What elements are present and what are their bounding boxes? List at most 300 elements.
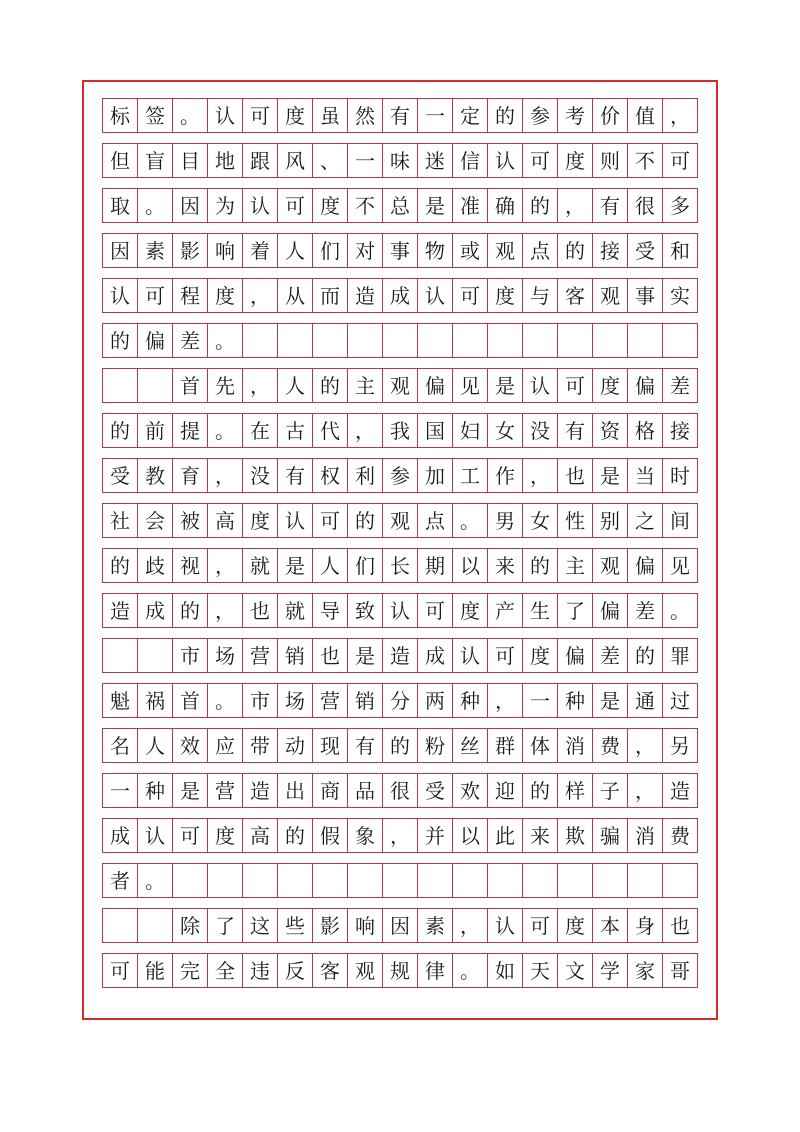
- grid-cell: 值: [628, 99, 663, 132]
- grid-cell: 会: [138, 504, 173, 537]
- grid-cell: 的: [523, 774, 558, 807]
- grid-cell: 的: [103, 549, 138, 582]
- grid-cell: 有: [383, 99, 418, 132]
- grid-cell: 的: [313, 369, 348, 402]
- grid-cell: 场: [278, 684, 313, 717]
- grid-cell: 骗: [593, 819, 628, 852]
- grid-cell: 费: [593, 729, 628, 762]
- grid-cell: 人: [313, 549, 348, 582]
- grid-cell: 、: [313, 144, 348, 177]
- grid-cell: [138, 369, 173, 402]
- grid-cell: 偏: [593, 594, 628, 627]
- grid-cell: 反: [278, 954, 313, 987]
- grid-cell: 差: [628, 594, 663, 627]
- grid-cell: 成: [138, 594, 173, 627]
- grid-cell: 人: [278, 369, 313, 402]
- grid-cell: 先: [208, 369, 243, 402]
- grid-cell: [348, 324, 383, 357]
- grid-cell: 可: [488, 639, 523, 672]
- grid-cell: 律: [418, 954, 453, 987]
- grid-cell: ，: [208, 594, 243, 627]
- grid-cell: 动: [278, 729, 313, 762]
- grid-cell: 有: [558, 414, 593, 447]
- grid-cell: 能: [138, 954, 173, 987]
- grid-cell: ，: [383, 819, 418, 852]
- grid-cell: 消: [628, 819, 663, 852]
- grid-cell: 差: [663, 369, 698, 402]
- grid-cell: 度: [558, 909, 593, 942]
- grid-cell: [173, 864, 208, 897]
- grid-cell: 可: [103, 954, 138, 987]
- grid-cell: 造: [383, 639, 418, 672]
- grid-row: [102, 503, 698, 538]
- grid-cell: 天: [523, 954, 558, 987]
- grid-cell: 观: [593, 279, 628, 312]
- grid-cell: 代: [313, 414, 348, 447]
- grid-cell: 违: [243, 954, 278, 987]
- grid-cell: 导: [313, 594, 348, 627]
- grid-cell: 偏: [628, 369, 663, 402]
- grid-cell: 带: [243, 729, 278, 762]
- grid-cell: [418, 324, 453, 357]
- grid-cell: 价: [593, 99, 628, 132]
- grid-cell: 多: [663, 189, 698, 222]
- grid-row: [102, 98, 698, 133]
- grid-cell: 的: [103, 414, 138, 447]
- grid-cell: 可: [558, 369, 593, 402]
- grid-cell: 也: [558, 459, 593, 492]
- grid-cell: 歧: [138, 549, 173, 582]
- grid-cell: 应: [208, 729, 243, 762]
- grid-cell: 观: [593, 549, 628, 582]
- grid-cell: 点: [418, 504, 453, 537]
- grid-cell: 效: [173, 729, 208, 762]
- grid-cell: 营: [208, 774, 243, 807]
- grid-row: [102, 278, 698, 313]
- grid-cell: [663, 324, 698, 357]
- grid-cell: 认: [138, 819, 173, 852]
- grid-cell: 家: [628, 954, 663, 987]
- grid-cell: 祸: [138, 684, 173, 717]
- grid-cell: 来: [523, 819, 558, 852]
- grid-cell: 可: [243, 99, 278, 132]
- grid-cell: 签: [138, 99, 173, 132]
- grid-cell: 。: [453, 504, 488, 537]
- grid-cell: 是: [593, 459, 628, 492]
- grid-cell: 因: [173, 189, 208, 222]
- grid-cell: 本: [593, 909, 628, 942]
- grid-cell: 假: [313, 819, 348, 852]
- grid-cell: 当: [628, 459, 663, 492]
- grid-cell: [348, 864, 383, 897]
- grid-cell: 见: [453, 369, 488, 402]
- grid-cell: 响: [208, 234, 243, 267]
- grid-cell: 粉: [418, 729, 453, 762]
- grid-cell: 有: [593, 189, 628, 222]
- grid-cell: 罪: [663, 639, 698, 672]
- grid-cell: 此: [488, 819, 523, 852]
- grid-cell: 但: [103, 144, 138, 177]
- grid-cell: 而: [313, 279, 348, 312]
- grid-cell: 营: [243, 639, 278, 672]
- grid-cell: 男: [488, 504, 523, 537]
- grid-row: [102, 188, 698, 223]
- grid-cell: 一: [348, 144, 383, 177]
- grid-cell: 度: [488, 279, 523, 312]
- grid-cell: 地: [208, 144, 243, 177]
- grid-cell: 是: [173, 774, 208, 807]
- grid-cell: 偏: [138, 324, 173, 357]
- grid-cell: 是: [418, 189, 453, 222]
- grid-cell: 女: [523, 504, 558, 537]
- grid-cell: 或: [453, 234, 488, 267]
- grid-cell: 致: [348, 594, 383, 627]
- grid-cell: 成: [103, 819, 138, 852]
- grid-cell: [628, 864, 663, 897]
- grid-cell: ，: [208, 549, 243, 582]
- grid-cell: 性: [558, 504, 593, 537]
- grid-cell: 期: [418, 549, 453, 582]
- grid-cell: 对: [348, 234, 383, 267]
- grid-row: [102, 683, 698, 718]
- grid-cell: 认: [488, 909, 523, 942]
- grid-cell: 别: [593, 504, 628, 537]
- grid-cell: 也: [663, 909, 698, 942]
- grid-cell: ，: [453, 909, 488, 942]
- grid-cell: 造: [663, 774, 698, 807]
- grid-cell: 是: [348, 639, 383, 672]
- grid-cell: 提: [173, 414, 208, 447]
- grid-cell: 出: [278, 774, 313, 807]
- grid-cell: 度: [523, 639, 558, 672]
- grid-cell: 虽: [313, 99, 348, 132]
- grid-cell: 这: [243, 909, 278, 942]
- grid-cell: 文: [558, 954, 593, 987]
- grid-cell: [593, 864, 628, 897]
- grid-cell: 没: [523, 414, 558, 447]
- grid-cell: 之: [628, 504, 663, 537]
- grid-cell: [103, 639, 138, 672]
- grid-cell: 也: [313, 639, 348, 672]
- grid-cell: 的: [523, 189, 558, 222]
- grid-cell: 度: [208, 819, 243, 852]
- grid-cell: [313, 324, 348, 357]
- grid-row: [102, 638, 698, 673]
- grid-cell: 。: [208, 324, 243, 357]
- grid-cell: [243, 324, 278, 357]
- grid-cell: 不: [628, 144, 663, 177]
- grid-cell: 点: [523, 234, 558, 267]
- grid-cell: 魁: [103, 684, 138, 717]
- grid-cell: 可: [278, 189, 313, 222]
- grid-cell: 成: [383, 279, 418, 312]
- grid-cell: 被: [173, 504, 208, 537]
- grid-cell: ，: [628, 774, 663, 807]
- grid-cell: [558, 324, 593, 357]
- grid-cell: ，: [348, 414, 383, 447]
- grid-cell: 观: [488, 234, 523, 267]
- grid-cell: 则: [593, 144, 628, 177]
- grid-cell: 度: [208, 279, 243, 312]
- grid-cell: 取: [103, 189, 138, 222]
- grid-cell: [523, 324, 558, 357]
- grid-cell: 可: [523, 909, 558, 942]
- grid-cell: 长: [383, 549, 418, 582]
- grid-cell: 丝: [453, 729, 488, 762]
- grid-cell: 不: [348, 189, 383, 222]
- grid-cell: [383, 864, 418, 897]
- grid-cell: 些: [278, 909, 313, 942]
- grid-cell: 可: [418, 594, 453, 627]
- grid-cell: [313, 864, 348, 897]
- grid-cell: 象: [348, 819, 383, 852]
- grid-cell: 哥: [663, 954, 698, 987]
- grid-cell: 一: [523, 684, 558, 717]
- grid-cell: 考: [558, 99, 593, 132]
- grid-cell: 的: [173, 594, 208, 627]
- grid-cell: 可: [138, 279, 173, 312]
- grid-cell: 是: [593, 684, 628, 717]
- grid-cell: 营: [313, 684, 348, 717]
- grid-cell: 妇: [453, 414, 488, 447]
- grid-cell: 的: [488, 99, 523, 132]
- grid-cell: 认: [488, 144, 523, 177]
- grid-cell: 观: [383, 504, 418, 537]
- grid-cell: [628, 324, 663, 357]
- grid-cell: 通: [628, 684, 663, 717]
- grid-cell: 受: [103, 459, 138, 492]
- grid-cell: 人: [138, 729, 173, 762]
- grid-cell: 迷: [418, 144, 453, 177]
- grid-cell: 种: [453, 684, 488, 717]
- grid-row: [102, 953, 698, 988]
- grid-cell: 场: [208, 639, 243, 672]
- grid-cell: 作: [488, 459, 523, 492]
- grid-cell: 育: [173, 459, 208, 492]
- grid-cell: 首: [173, 684, 208, 717]
- grid-cell: 参: [383, 459, 418, 492]
- grid-cell: 主: [348, 369, 383, 402]
- grid-cell: 生: [523, 594, 558, 627]
- grid-cell: 受: [418, 774, 453, 807]
- grid-row: [102, 773, 698, 808]
- grid-cell: [488, 324, 523, 357]
- grid-cell: 主: [558, 549, 593, 582]
- grid-cell: 认: [523, 369, 558, 402]
- grid-cell: 与: [523, 279, 558, 312]
- grid-cell: 的: [103, 324, 138, 357]
- grid-row: [102, 593, 698, 628]
- grid-cell: 成: [418, 639, 453, 672]
- grid-cell: 完: [173, 954, 208, 987]
- grid-cell: 现: [313, 729, 348, 762]
- grid-cell: 很: [383, 774, 418, 807]
- grid-row: [102, 233, 698, 268]
- grid-cell: 造: [243, 774, 278, 807]
- grid-cell: 因: [383, 909, 418, 942]
- grid-cell: [103, 369, 138, 402]
- grid-cell: 信: [453, 144, 488, 177]
- grid-cell: 的: [278, 819, 313, 852]
- grid-row: [102, 863, 698, 898]
- grid-cell: 没: [243, 459, 278, 492]
- grid-cell: 利: [348, 459, 383, 492]
- grid-cell: 素: [418, 909, 453, 942]
- grid-cell: 观: [383, 369, 418, 402]
- grid-cell: 标: [103, 99, 138, 132]
- grid-cell: 认: [418, 279, 453, 312]
- grid-cell: 市: [243, 684, 278, 717]
- grid-cell: [593, 324, 628, 357]
- grid-cell: 有: [278, 459, 313, 492]
- grid-cell: ，: [208, 459, 243, 492]
- grid-cell: 国: [418, 414, 453, 447]
- grid-cell: 度: [313, 189, 348, 222]
- grid-cell: 跟: [243, 144, 278, 177]
- grid-row: [102, 818, 698, 853]
- grid-cell: 以: [453, 819, 488, 852]
- grid-cell: 费: [663, 819, 698, 852]
- grid-cell: [138, 909, 173, 942]
- grid-cell: 影: [173, 234, 208, 267]
- grid-cell: 欢: [453, 774, 488, 807]
- grid-cell: 工: [453, 459, 488, 492]
- grid-cell: 接: [663, 414, 698, 447]
- grid-cell: [138, 639, 173, 672]
- grid-cell: 群: [488, 729, 523, 762]
- grid-cell: 名: [103, 729, 138, 762]
- grid-cell: 盲: [138, 144, 173, 177]
- grid-cell: 身: [628, 909, 663, 942]
- grid-cell: 着: [243, 234, 278, 267]
- grid-cell: 的: [628, 639, 663, 672]
- grid-row: [102, 548, 698, 583]
- grid-cell: 可: [663, 144, 698, 177]
- grid-cell: 客: [313, 954, 348, 987]
- grid-cell: 女: [488, 414, 523, 447]
- grid-cell: 并: [418, 819, 453, 852]
- grid-cell: 的: [558, 234, 593, 267]
- grid-cell: 总: [383, 189, 418, 222]
- grid-cell: 度: [278, 99, 313, 132]
- grid-cell: [558, 864, 593, 897]
- grid-cell: 为: [208, 189, 243, 222]
- grid-cell: 。: [208, 414, 243, 447]
- grid-cell: 社: [103, 504, 138, 537]
- grid-cell: 确: [488, 189, 523, 222]
- grid-cell: 资: [593, 414, 628, 447]
- grid-cell: 就: [278, 594, 313, 627]
- grid-cell: 迎: [488, 774, 523, 807]
- grid-cell: 偏: [418, 369, 453, 402]
- grid-cell: 除: [173, 909, 208, 942]
- grid-cell: 的: [523, 549, 558, 582]
- grid-cell: 种: [138, 774, 173, 807]
- grid-cell: [383, 324, 418, 357]
- grid-row: [102, 143, 698, 178]
- grid-cell: 市: [173, 639, 208, 672]
- grid-cell: 味: [383, 144, 418, 177]
- grid-cell: 认: [383, 594, 418, 627]
- grid-cell: 物: [418, 234, 453, 267]
- grid-cell: 见: [663, 549, 698, 582]
- manuscript-grid: [102, 98, 698, 998]
- grid-cell: 可: [453, 279, 488, 312]
- grid-cell: 是: [278, 549, 313, 582]
- grid-cell: 度: [558, 144, 593, 177]
- grid-cell: 程: [173, 279, 208, 312]
- grid-cell: 度: [453, 594, 488, 627]
- grid-cell: 可: [173, 819, 208, 852]
- grid-cell: 欺: [558, 819, 593, 852]
- grid-cell: 接: [593, 234, 628, 267]
- grid-cell: 古: [278, 414, 313, 447]
- grid-cell: ，: [488, 684, 523, 717]
- grid-cell: 有: [348, 729, 383, 762]
- grid-cell: [663, 864, 698, 897]
- grid-cell: ，: [558, 189, 593, 222]
- grid-cell: 产: [488, 594, 523, 627]
- grid-cell: 了: [208, 909, 243, 942]
- grid-cell: [278, 864, 313, 897]
- grid-cell: ，: [243, 279, 278, 312]
- grid-cell: 加: [418, 459, 453, 492]
- grid-row: [102, 908, 698, 943]
- grid-cell: 在: [243, 414, 278, 447]
- grid-cell: 我: [383, 414, 418, 447]
- grid-cell: 因: [103, 234, 138, 267]
- grid-cell: 就: [243, 549, 278, 582]
- grid-cell: [418, 864, 453, 897]
- grid-cell: 是: [488, 369, 523, 402]
- grid-cell: 偏: [558, 639, 593, 672]
- grid-cell: 也: [243, 594, 278, 627]
- grid-cell: 风: [278, 144, 313, 177]
- grid-cell: 的: [348, 504, 383, 537]
- grid-cell: 。: [208, 684, 243, 717]
- grid-cell: 子: [593, 774, 628, 807]
- grid-cell: 们: [313, 234, 348, 267]
- grid-cell: 认: [453, 639, 488, 672]
- grid-row: [102, 368, 698, 403]
- grid-cell: [243, 864, 278, 897]
- grid-cell: 定: [453, 99, 488, 132]
- grid-cell: 观: [348, 954, 383, 987]
- grid-cell: 品: [348, 774, 383, 807]
- grid-cell: 样: [558, 774, 593, 807]
- grid-cell: 从: [278, 279, 313, 312]
- grid-cell: 认: [208, 99, 243, 132]
- grid-cell: 视: [173, 549, 208, 582]
- grid-cell: 了: [558, 594, 593, 627]
- grid-row: [102, 323, 698, 358]
- grid-cell: 造: [103, 594, 138, 627]
- grid-cell: [453, 324, 488, 357]
- grid-cell: 体: [523, 729, 558, 762]
- grid-cell: 过: [663, 684, 698, 717]
- grid-cell: 分: [383, 684, 418, 717]
- grid-cell: 高: [208, 504, 243, 537]
- grid-cell: 偏: [628, 549, 663, 582]
- grid-cell: 全: [208, 954, 243, 987]
- grid-cell: 事: [383, 234, 418, 267]
- grid-cell: 消: [558, 729, 593, 762]
- grid-cell: 人: [278, 234, 313, 267]
- grid-cell: 然: [348, 99, 383, 132]
- grid-cell: 可: [313, 504, 348, 537]
- grid-cell: 的: [383, 729, 418, 762]
- grid-row: [102, 728, 698, 763]
